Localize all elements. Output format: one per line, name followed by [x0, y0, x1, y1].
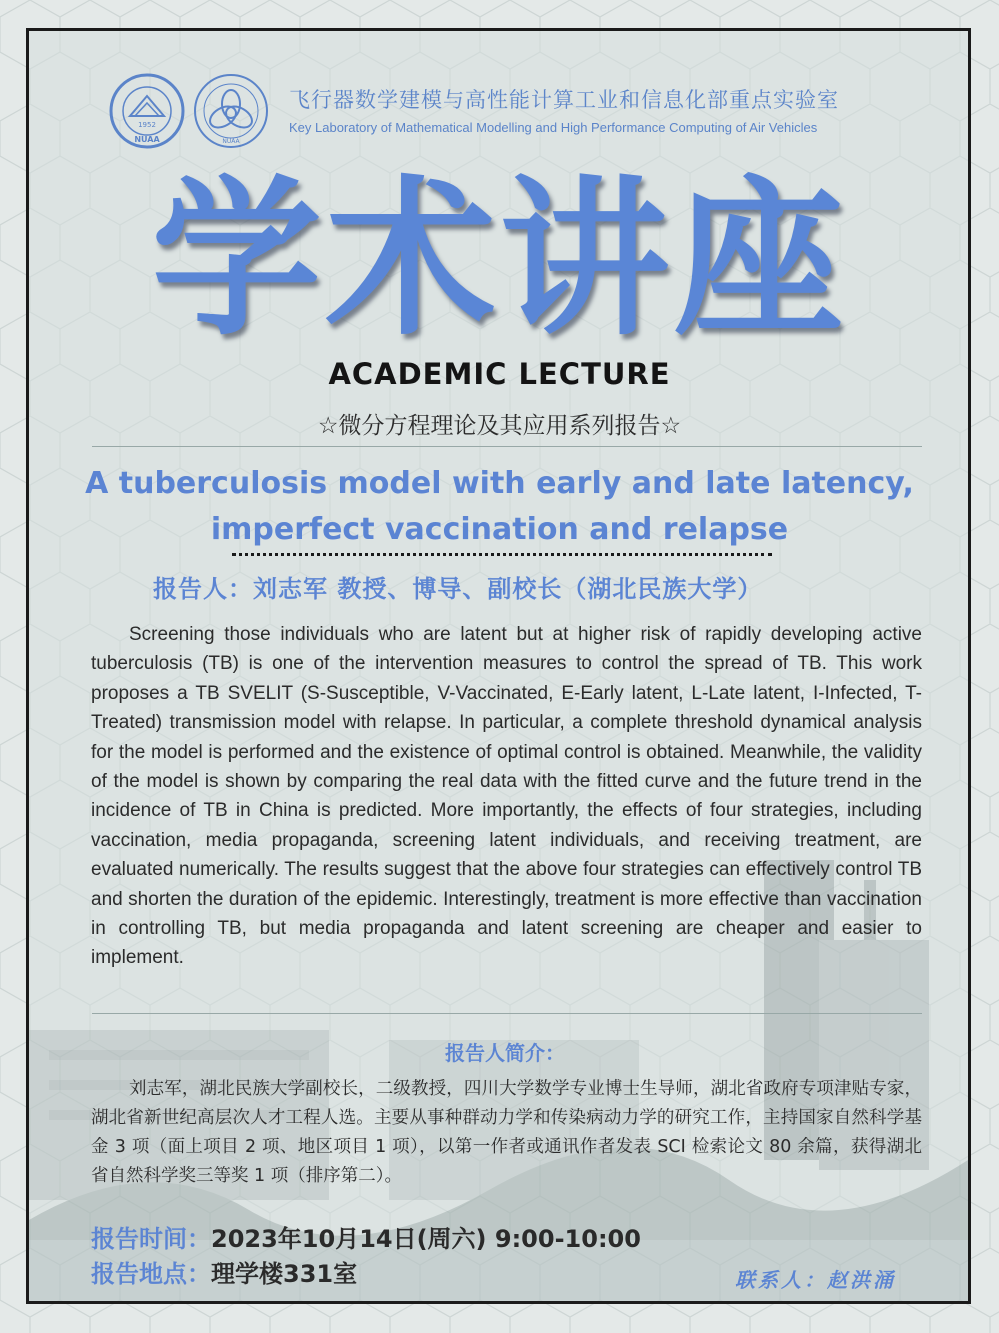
- divider-line: [92, 1013, 922, 1014]
- talk-title-line-2: imperfect vaccination and relapse: [210, 512, 789, 547]
- dotted-divider: [232, 553, 772, 556]
- event-place-value: 理学楼331室: [211, 1260, 358, 1288]
- poster-main-title: 学术讲座: [151, 161, 848, 359]
- speaker-bio-heading: 报告人简介：: [445, 1041, 565, 1065]
- lecture-series-name: ☆微分方程理论及其应用系列报告☆: [317, 413, 682, 439]
- talk-title: [60, 461, 939, 553]
- contact-person: 联系人：赵洪涌: [735, 1268, 896, 1292]
- event-place-label: 报告地点：: [91, 1260, 211, 1288]
- talk-title-line-1: A tuberculosis model with early and late latency,: [85, 466, 914, 501]
- event-time-label: 报告时间：: [91, 1225, 211, 1253]
- poster-subtitle-english: ACADEMIC LECTURE: [328, 357, 671, 391]
- lab-name-english: Key Laboratory of Mathematical Modelling and High Performance Computing of Air Vehicles: [289, 120, 818, 135]
- divider-line: [92, 446, 922, 447]
- talk-abstract: Screening those individuals who are latent but at higher risk of rapidly developing active tuberculosis (TB) is one of the intervention measures to control the spread of TB. This work proposes a TB SVELIT (S-Susceptible, V-Vaccinated, E-Early latent, L-Late latent, I-Infected, T-Treated) transmission model with relapse. In particular, a complete threshold dynamical analysis for the model is performed and the existence of optimal control is obtained. Meanwhile, the validity of the model is shown by comparing the real data with the fitted curve and the future trend in the incidence of TB in China is predicted. More importantly, the effects of four strategies, including vaccination, media propaganda, screening latent individuals, and receiving treatment, are evaluated numerically. The results suggest that the above four strategies can effectively control TB and shorten the duration of the epidemic. Interestingly, treatment is more effective than vaccination in controlling TB, but media propaganda and latent screening are cheaper and easier to implement.: [91, 624, 922, 969]
- event-time-value: 2023年10月14日(周六) 9:00-10:00: [211, 1225, 641, 1253]
- speaker-bio-text: 刘志军，湖北民族大学副校长，二级教授，四川大学数学专业博士生导师，湖北省政府专项津贴专家，湖北省新世纪高层次人才工程人选。主要从事种群动力学和传染病动力学的研究工作，主持国家自然科学基金 3 项（面上项目 2 项、地区项目 1 项），以第一作者或通讯作者发表 SCI 检索论文 80 余篇，获得湖北省自然科学奖三等奖 1 项（排序第二）。: [91, 1079, 922, 1186]
- lab-name-chinese: 飞行器数学建模与高性能计算工业和信息化部重点实验室: [289, 88, 839, 112]
- svg-text:1952: 1952: [138, 121, 156, 129]
- lab-emblem-icon: [192, 72, 270, 150]
- event-time: [91, 1219, 641, 1254]
- speaker-line: 报告人：刘志军 教授、博导、副校长（湖北民族大学）: [153, 575, 763, 603]
- svg-text:NUAA: NUAA: [222, 138, 240, 145]
- event-place: [91, 1254, 357, 1289]
- nuaa-university-seal-icon: [108, 72, 186, 150]
- svg-text:NUAA: NUAA: [134, 135, 160, 144]
